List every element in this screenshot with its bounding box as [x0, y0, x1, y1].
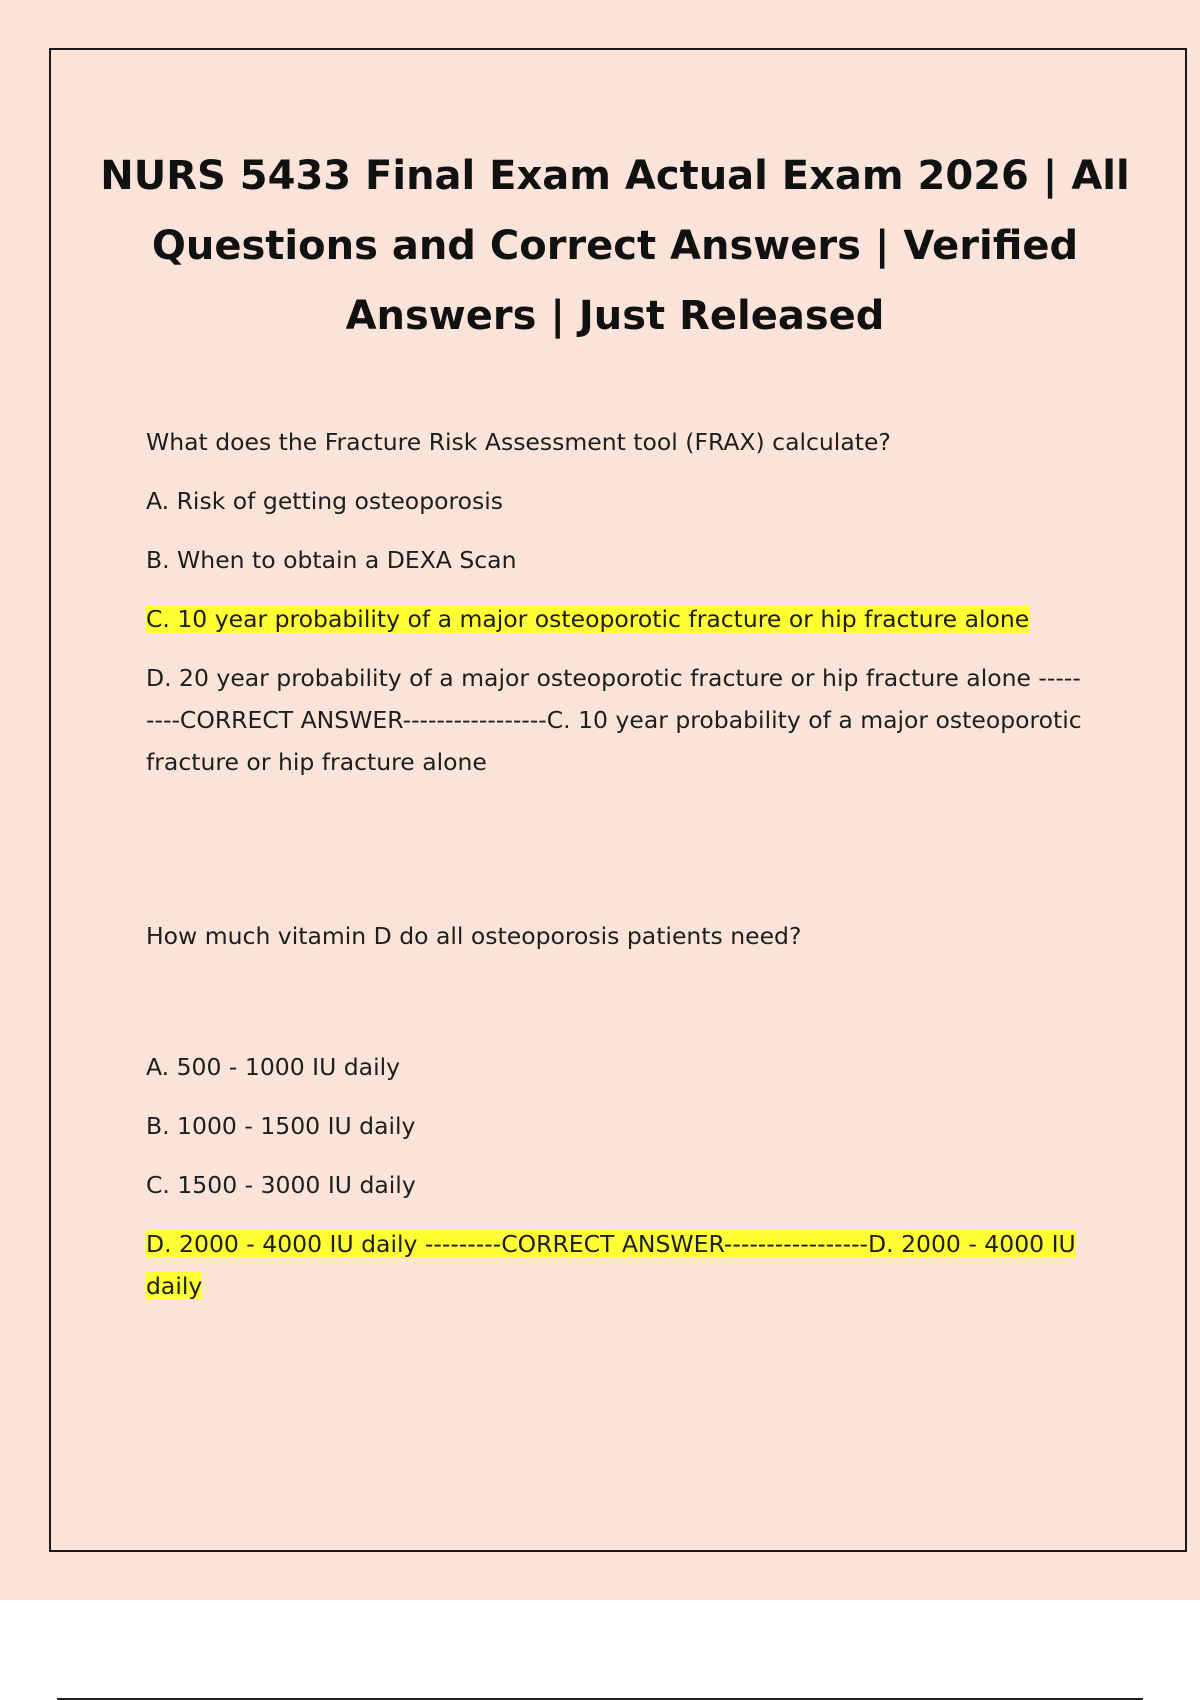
option-text: B. 1000 - 1500 IU daily — [146, 1112, 416, 1140]
question-text: What does the Fracture Risk Assessment tool (FRAX) calculate? — [146, 428, 891, 456]
option-text: A. 500 - 1000 IU daily — [146, 1053, 401, 1081]
answer-option-b — [146, 539, 1086, 581]
answer-option-d — [146, 657, 1086, 783]
option-text: C. 10 year probability of a major osteoporotic fracture or hip fracture alone — [146, 605, 1030, 633]
option-text: B. When to obtain a DEXA Scan — [146, 546, 517, 574]
answer-option-c-highlighted — [146, 598, 1086, 640]
spacer — [146, 957, 1086, 1029]
spacer — [146, 783, 1086, 915]
option-text: D. 2000 - 4000 IU daily ---------CORRECT ANSWER-----------------D. 2000 - 4000 IU daily — [146, 1230, 1076, 1300]
answer-option-d-highlighted — [146, 1223, 1086, 1307]
option-text: C. 1500 - 3000 IU daily — [146, 1171, 416, 1199]
document-title: NURS 5433 Final Exam Actual Exam 2026 | All Questions and Correct Answers | Verified Answers | Just Released — [100, 153, 1130, 339]
answer-option-a — [146, 480, 1086, 522]
questions-section — [146, 421, 1086, 1307]
question-text: How much vitamin D do all osteoporosis patients need? — [146, 922, 802, 950]
answer-option-b — [146, 1105, 1086, 1147]
question-block — [146, 421, 1086, 783]
option-text: A. Risk of getting osteoporosis — [146, 487, 504, 515]
question-block — [146, 915, 1086, 1307]
option-text: D. 20 year probability of a major osteoporotic fracture or hip fracture alone ---------CORRECT ANSWER-----------------C. 10 year probability of a major osteoporotic fracture or hip fracture alone — [146, 664, 1082, 776]
answer-option-a — [146, 1046, 1086, 1088]
answer-option-c — [146, 1164, 1086, 1206]
